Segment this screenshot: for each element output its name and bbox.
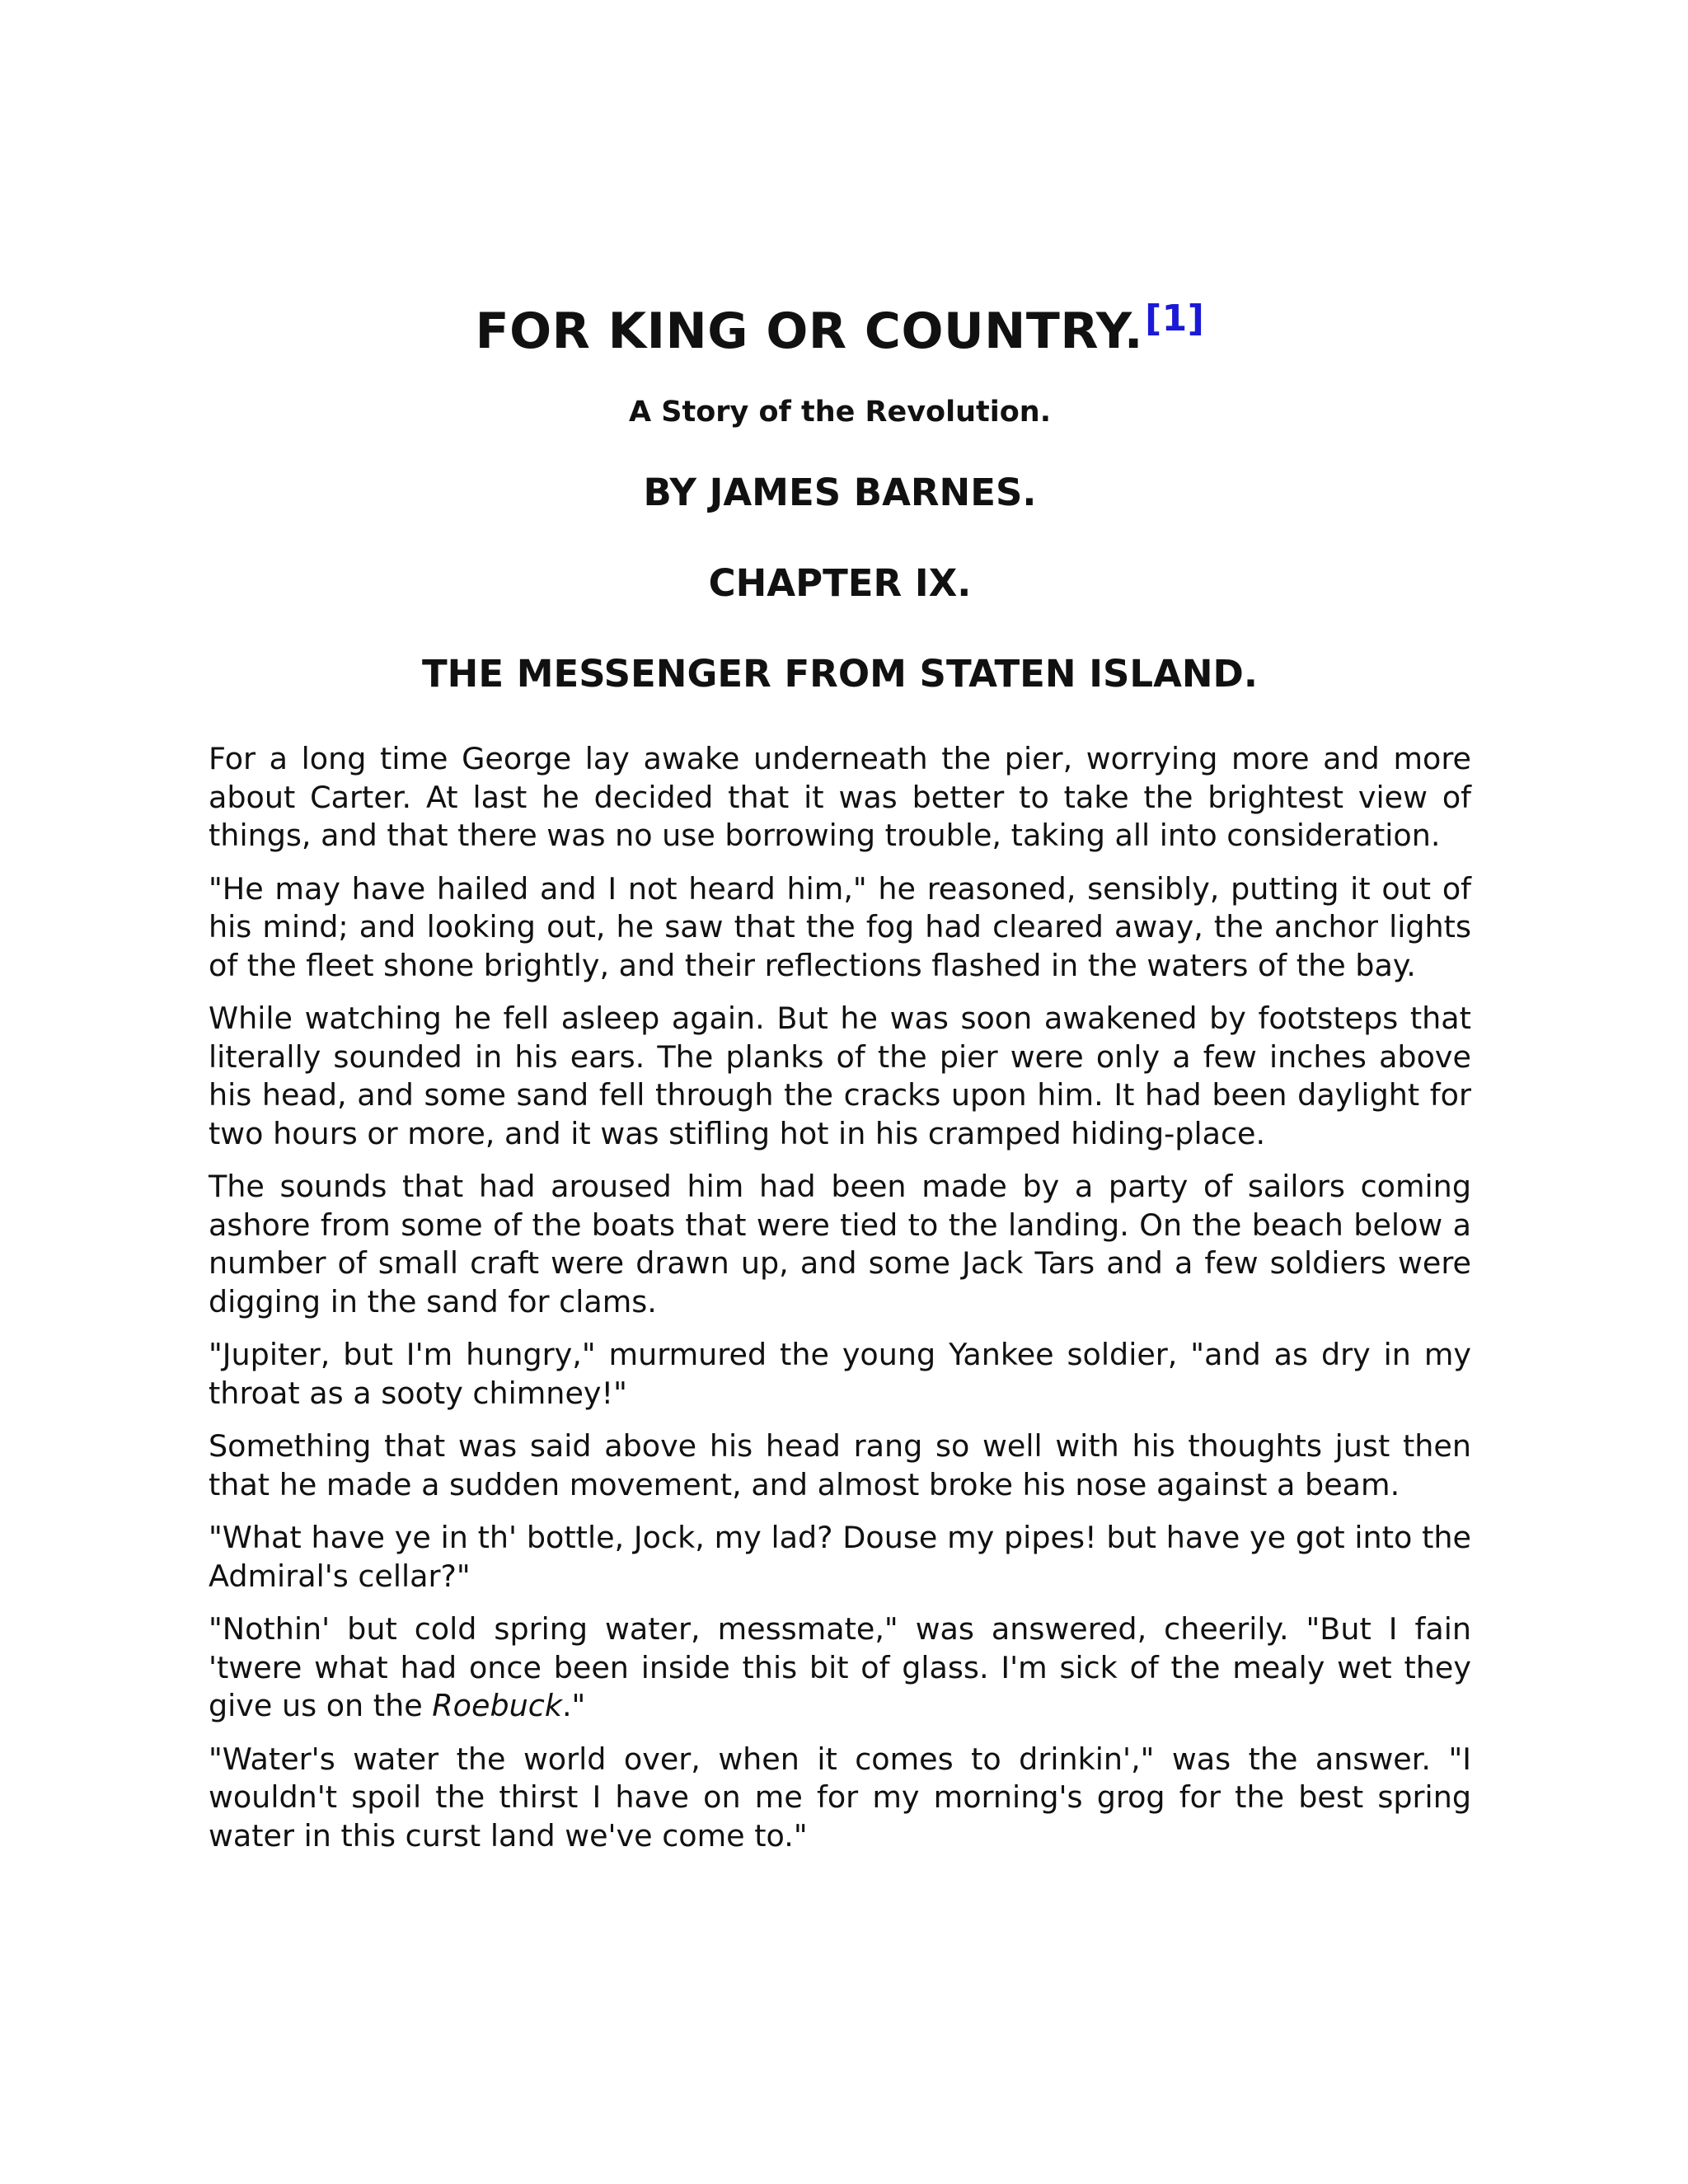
paragraph-text: ." — [561, 1688, 586, 1723]
ship-name: Roebuck — [432, 1688, 562, 1723]
footnote-link[interactable]: [1] — [1145, 298, 1205, 340]
paragraph: Something that was said above his head rang so well with his thoughts just then that he made a sudden movement, and almost broke his nose against a beam. — [209, 1428, 1471, 1502]
paragraph — [209, 1610, 1471, 1726]
author-byline: BY JAMES BARNES. — [643, 471, 1037, 514]
story-subtitle: A Story of the Revolution. — [629, 396, 1051, 429]
paragraph: "Water's water the world over, when it comes to drinkin'," was the answer. "I wouldn't spoil the thirst I have on me for my morning's grog for the best spring water in this curst land we've come to." — [209, 1741, 1471, 1854]
paragraph-text: "Nothin' but cold spring water, messmate," was answered, cheerily. "But I fain 'twere what had once been inside this bit of glass. I'm sick of the mealy wet they give us on the — [209, 1611, 1471, 1723]
chapter-number: CHAPTER IX. — [708, 561, 972, 605]
document-page — [209, 298, 1471, 1870]
paragraph: The sounds that had aroused him had been made by a party of sailors coming ashore from some of the boats that were tied to the landing. On the beach below a number of small craft were drawn up, and some Jack Tars and a few soldiers were digging in the sand for clams. — [209, 1169, 1471, 1319]
paragraph: "What have ye in th' bottle, Jock, my lad? Douse my pipes! but have ye got into the Admiral's cellar?" — [209, 1520, 1471, 1594]
story-title — [209, 298, 1471, 364]
paragraph: While watching he fell asleep again. But he was soon awakened by footsteps that literally sounded in his ears. The planks of the pier were only a few inches above his head, and some sand fell through the cracks upon him. It had been daylight for two hours or more, and it was stifling hot in his cramped hiding-place. — [209, 1001, 1471, 1151]
paragraph: "Jupiter, but I'm hungry," murmured the young Yankee soldier, "and as dry in my throat as a sooty chimney!" — [209, 1337, 1471, 1411]
paragraph: "He may have hailed and I not heard him," he reasoned, sensibly, putting it out of his mind; and looking out, he saw that the fog had cleared away, the anchor lights of the fleet shone brightly, and their reflections flashed in the waters of the bay. — [209, 870, 1471, 983]
chapter-title: THE MESSENGER FROM STATEN ISLAND. — [421, 652, 1259, 696]
paragraph: For a long time George lay awake underneath the pier, worrying more and more about Carter. At last he decided that it was better to take the brightest view of things, and that there was no use borrowing trouble, taking all into consideration. — [209, 741, 1471, 853]
story-title-text: FOR KING OR COUNTRY. — [475, 302, 1144, 360]
